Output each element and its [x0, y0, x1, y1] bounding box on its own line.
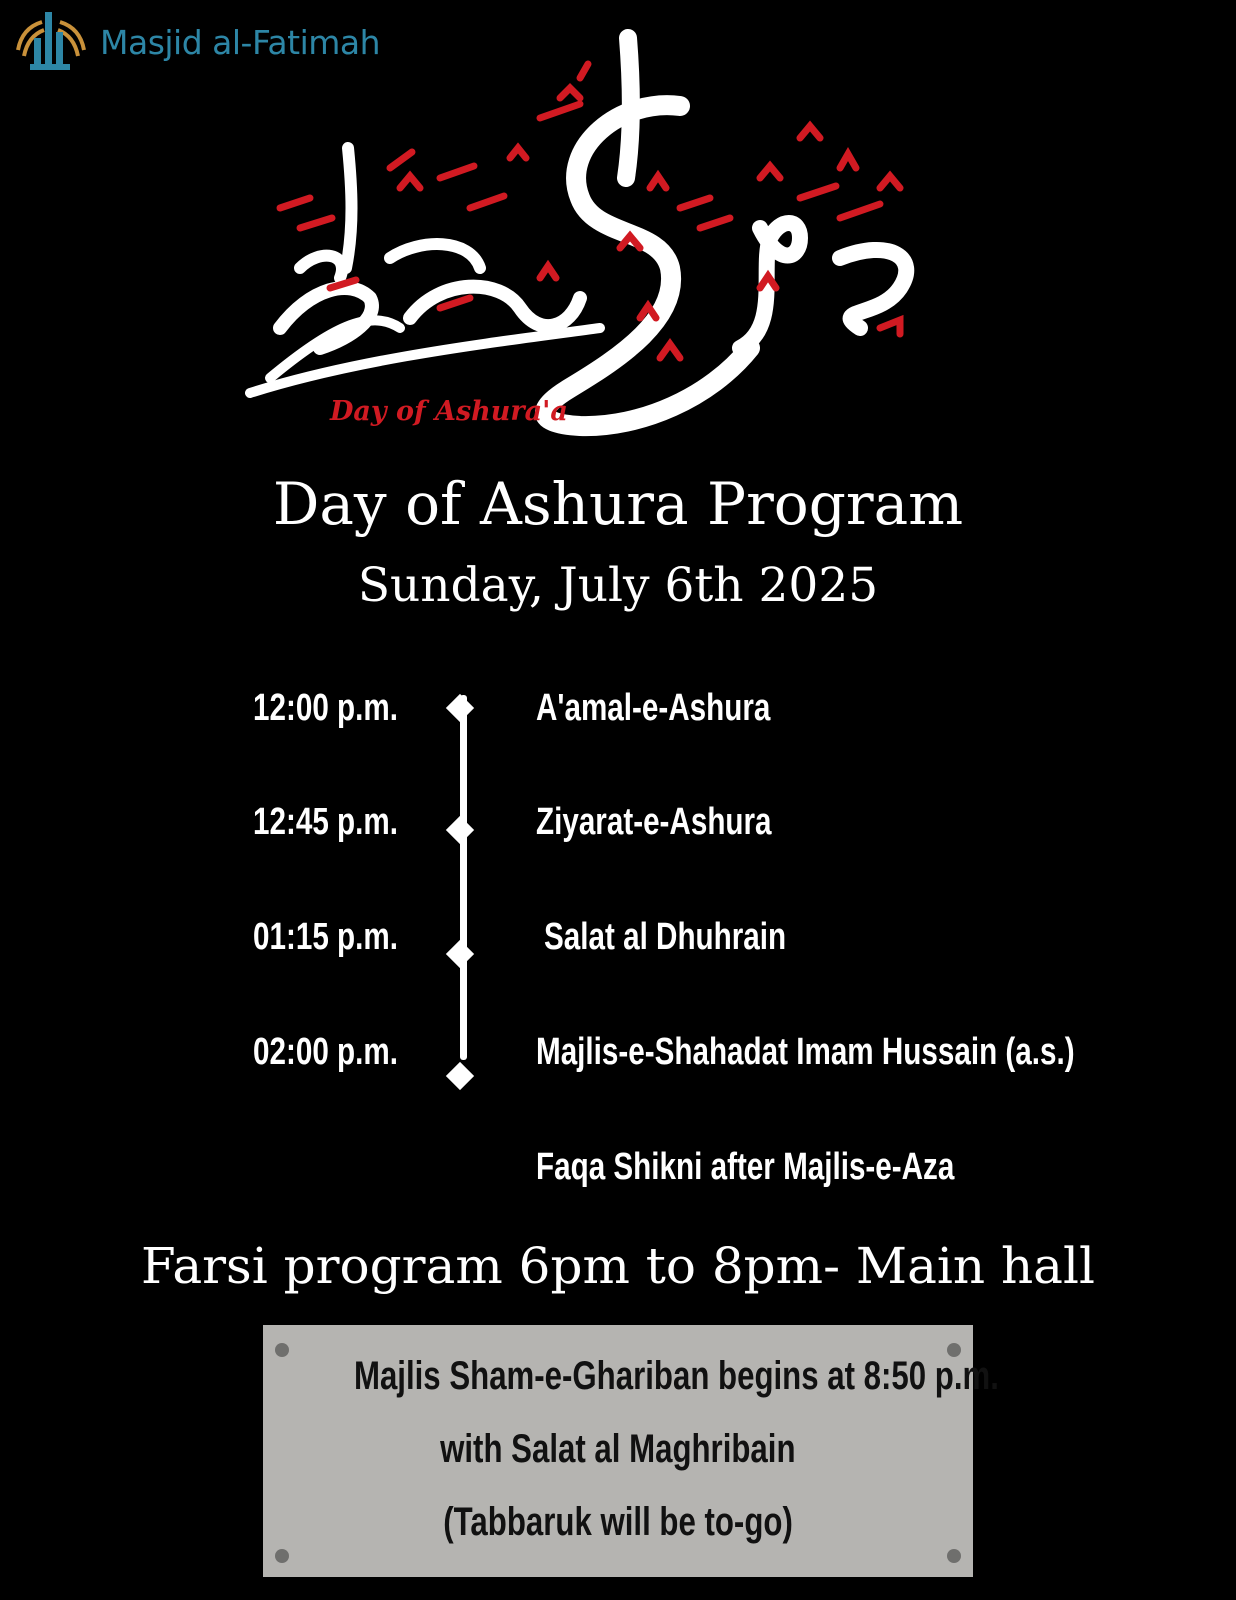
- timeline-marker-3: [446, 940, 474, 968]
- schedule-event: Salat al Dhuhrain: [544, 916, 787, 958]
- mosque-logo-icon: [12, 10, 90, 74]
- page-title: Day of Ashura Program: [272, 470, 964, 538]
- timeline-marker-4: [446, 1062, 474, 1090]
- timeline-marker-1: [446, 694, 474, 722]
- schedule-time: 02:00 p.m.: [253, 1031, 398, 1073]
- timeline-marker-2: [446, 816, 474, 844]
- ashura-calligraphy-artwork: [240, 28, 940, 438]
- schedule-event: Ziyarat-e-Ashura: [536, 801, 772, 843]
- farsi-program-note: Farsi program 6pm to 8pm- Main hall: [141, 1237, 1095, 1295]
- schedule-event: Majlis-e-Shahadat Imam Hussain (a.s.): [536, 1031, 1075, 1073]
- event-date: Sunday, July 6th 2025: [357, 558, 879, 613]
- notice-line: (Tabbaruk will be to-go): [443, 1500, 793, 1544]
- notice-plaque: [263, 1325, 999, 1577]
- notice-line: with Salat al Maghribain: [440, 1427, 796, 1471]
- org-name: Masjid al-Fatimah: [100, 22, 381, 62]
- calligraphy-subtitle: Day of Ashura'a: [330, 396, 568, 427]
- schedule-time: 12:45 p.m.: [253, 801, 398, 843]
- schedule-time: 01:15 p.m.: [253, 916, 398, 958]
- notice-line: Majlis Sham-e-Ghariban begins at 8:50 p.m.: [353, 1354, 999, 1398]
- timeline-line: [460, 695, 467, 1060]
- schedule-event: A'amal-e-Ashura: [536, 687, 771, 729]
- after-majlis-note: Faqa Shikni after Majlis-e-Aza: [536, 1146, 955, 1188]
- screw-icon: [947, 1549, 961, 1563]
- schedule-time: 12:00 p.m.: [253, 687, 398, 729]
- screw-icon: [275, 1549, 289, 1563]
